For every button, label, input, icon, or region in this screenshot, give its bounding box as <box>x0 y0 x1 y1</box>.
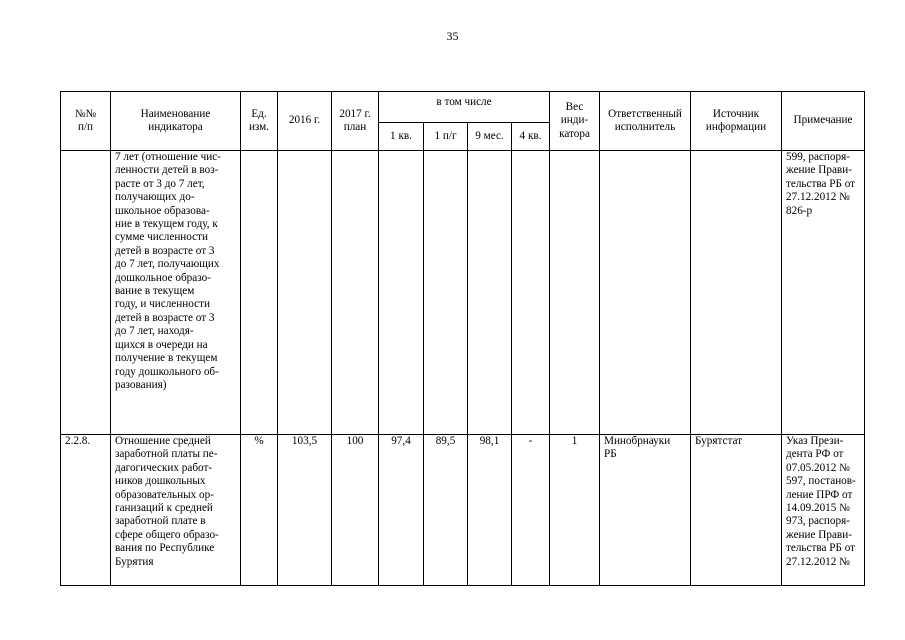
cell-weight <box>550 151 600 435</box>
cell-h1: 89,5 <box>424 435 468 586</box>
header-9-months: 9 мес. <box>468 123 512 151</box>
header-h1: 1 п/г <box>424 123 468 151</box>
cell-num: 2.2.8. <box>61 435 111 586</box>
cell-responsible: Минобрнауки РБ <box>600 435 691 586</box>
header-responsible: Ответственный исполнитель <box>600 92 691 151</box>
header-2017-plan: 2017 г. план <box>332 92 379 151</box>
cell-q1: 97,4 <box>379 435 424 586</box>
cell-q4: - <box>512 435 550 586</box>
header-q1: 1 кв. <box>379 123 424 151</box>
cell-q1 <box>379 151 424 435</box>
cell-2017: 100 <box>332 435 379 586</box>
cell-source: Бурятстат <box>691 435 782 586</box>
page-number: 35 <box>446 29 459 43</box>
cell-2016: 103,5 <box>278 435 332 586</box>
cell-9-months: 98,1 <box>468 435 512 586</box>
table-row-2-2-8 <box>61 435 865 586</box>
cell-unit: % <box>241 435 278 586</box>
cell-2016 <box>278 151 332 435</box>
header-num: №№ п/п <box>61 92 111 151</box>
cell-indicator-name: 7 лет (отношение чис- ленности детей в воз- расте от 3 до 7 лет, получающих до- школьное образова- ние в текущем году, к сумме численности детей в возрасте от 3 до 7 лет, получающих дошкольное образо- вание в текущем году, и численности детей в возрасте от 3 до 7 лет, находя- щихся в очереди на получение в текущем году дошкольного об- разования) <box>111 151 241 435</box>
header-note: Примечание <box>782 92 865 151</box>
header-weight: Вес инди- катора <box>550 92 600 151</box>
cell-2017 <box>332 151 379 435</box>
cell-q4 <box>512 151 550 435</box>
cell-weight: 1 <box>550 435 600 586</box>
cell-num <box>61 151 111 435</box>
cell-source <box>691 151 782 435</box>
cell-h1 <box>424 151 468 435</box>
cell-indicator-name: Отношение средней заработной платы пе- дагогических работ- ников дошкольных образовательных ор- ганизаций к средней заработной плате в сфере общего образо- вания по Республике Бурятия <box>111 435 241 586</box>
header-unit: Ед. изм. <box>241 92 278 151</box>
cell-responsible <box>600 151 691 435</box>
header-including: в том числе <box>379 92 550 123</box>
header-indicator-name: Наименование индикатора <box>111 92 241 151</box>
cell-unit <box>241 151 278 435</box>
header-row-1 <box>61 92 865 123</box>
cell-note: 599, распоря- жение Прави- тельства РБ от 27.12.2012 № 826-р <box>782 151 865 435</box>
header-source: Источник информации <box>691 92 782 151</box>
table-row-continuation <box>61 151 865 435</box>
indicators-table <box>60 91 865 586</box>
cell-note: Указ Прези- дента РФ от 07.05.2012 № 597, постанов- ление ПРФ от 14.09.2015 № 973, распоря- жение Прави- тельства РБ от 27.12.2012 № <box>782 435 865 586</box>
cell-9-months <box>468 151 512 435</box>
header-2016: 2016 г. <box>278 92 332 151</box>
header-q4: 4 кв. <box>512 123 550 151</box>
